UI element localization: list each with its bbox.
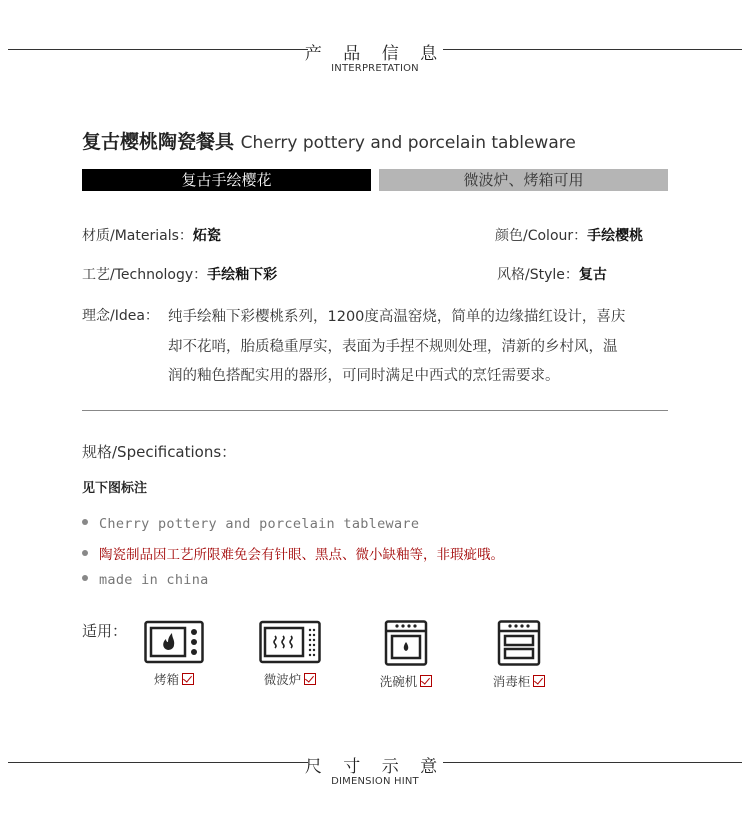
usage-label: 适用： bbox=[82, 622, 128, 640]
bullet-item bbox=[82, 572, 209, 588]
colour-label: 颜色/Colour： bbox=[495, 228, 588, 244]
checkbox-icon bbox=[304, 673, 316, 685]
idea-line: 润的釉色搭配实用的器形，可同时满足中西式的烹饪需要求。 bbox=[168, 368, 560, 384]
idea-line: 纯手绘釉下彩樱桃系列，1200度高温窑烧，简单的边缘描红设计，喜庆 bbox=[168, 309, 626, 325]
section-subtitle-dimension-hint: DIMENSION HINT bbox=[331, 776, 419, 787]
feature-tag-microwave-oven: 微波炉、烤箱可用 bbox=[379, 169, 668, 191]
checkbox-icon bbox=[182, 673, 194, 685]
bullet-dot bbox=[82, 550, 88, 556]
checkbox-icon bbox=[420, 675, 432, 687]
usage-dishwasher bbox=[356, 620, 456, 690]
idea-label: 理念/Idea： bbox=[82, 308, 159, 324]
section-title-dimension: 尺 寸 示 意 bbox=[304, 757, 446, 777]
section-title-product-info: 产 品 信 息 bbox=[304, 44, 446, 64]
idea-line: 却不花哨，胎质稳重厚实，表面为手捏不规则处理，清新的乡村风，温 bbox=[168, 339, 618, 355]
checkbox-icon bbox=[533, 675, 545, 687]
bullet-text: made in china bbox=[99, 572, 209, 588]
bullet-item bbox=[82, 543, 504, 563]
technology-label: 工艺/Technology： bbox=[82, 267, 208, 283]
usage-oven bbox=[124, 620, 224, 688]
usage-item-label: 微波炉 bbox=[263, 672, 302, 687]
microwave-icon bbox=[259, 620, 321, 664]
product-title bbox=[82, 127, 576, 154]
usage-item bbox=[356, 672, 456, 690]
usage-sterilizer bbox=[469, 620, 569, 690]
usage-item bbox=[124, 670, 224, 688]
colour-value: 手绘樱桃 bbox=[587, 228, 644, 244]
bullet-item bbox=[82, 516, 419, 532]
oven-icon bbox=[144, 620, 204, 664]
colour-row bbox=[495, 225, 643, 245]
product-title-cn: 复古樱桃陶瓷餐具 bbox=[82, 131, 235, 153]
usage-item bbox=[469, 672, 569, 690]
bullet-dot bbox=[82, 519, 88, 525]
style-label: 风格/Style： bbox=[497, 267, 579, 283]
usage-item-label: 消毒柜 bbox=[492, 674, 531, 689]
dishwasher-icon bbox=[384, 620, 428, 666]
usage-item bbox=[240, 670, 340, 688]
bullet-text-warning: 陶瓷制品因工艺所限难免会有针眼、黑点、微小缺釉等，非瑕疵哦。 bbox=[99, 547, 504, 563]
usage-item-label: 洗碗机 bbox=[379, 674, 418, 689]
bullet-dot bbox=[82, 575, 88, 581]
section-subtitle-interpretation: INTERPRETATION bbox=[331, 63, 419, 74]
technology-row bbox=[82, 264, 277, 284]
usage-microwave bbox=[240, 620, 340, 688]
style-value: 复古 bbox=[578, 267, 607, 283]
technology-value: 手绘釉下彩 bbox=[207, 267, 278, 283]
bullet-text: Cherry pottery and porcelain tableware bbox=[99, 516, 420, 532]
specifications-note: 见下图标注 bbox=[82, 481, 148, 496]
usage-item-label: 烤箱 bbox=[153, 672, 179, 687]
sterilizer-cabinet-icon bbox=[497, 620, 541, 666]
style-row bbox=[497, 264, 607, 284]
product-title-en: Cherry pottery and porcelain tableware bbox=[240, 133, 576, 153]
section-divider bbox=[82, 410, 668, 411]
feature-tag-hand-painted: 复古手绘樱花 bbox=[82, 169, 371, 191]
material-label: 材质/Materials： bbox=[82, 228, 193, 244]
material-value: 炻瓷 bbox=[192, 228, 221, 244]
specifications-label: 规格/Specifications： bbox=[82, 443, 237, 461]
material-row bbox=[82, 225, 221, 245]
